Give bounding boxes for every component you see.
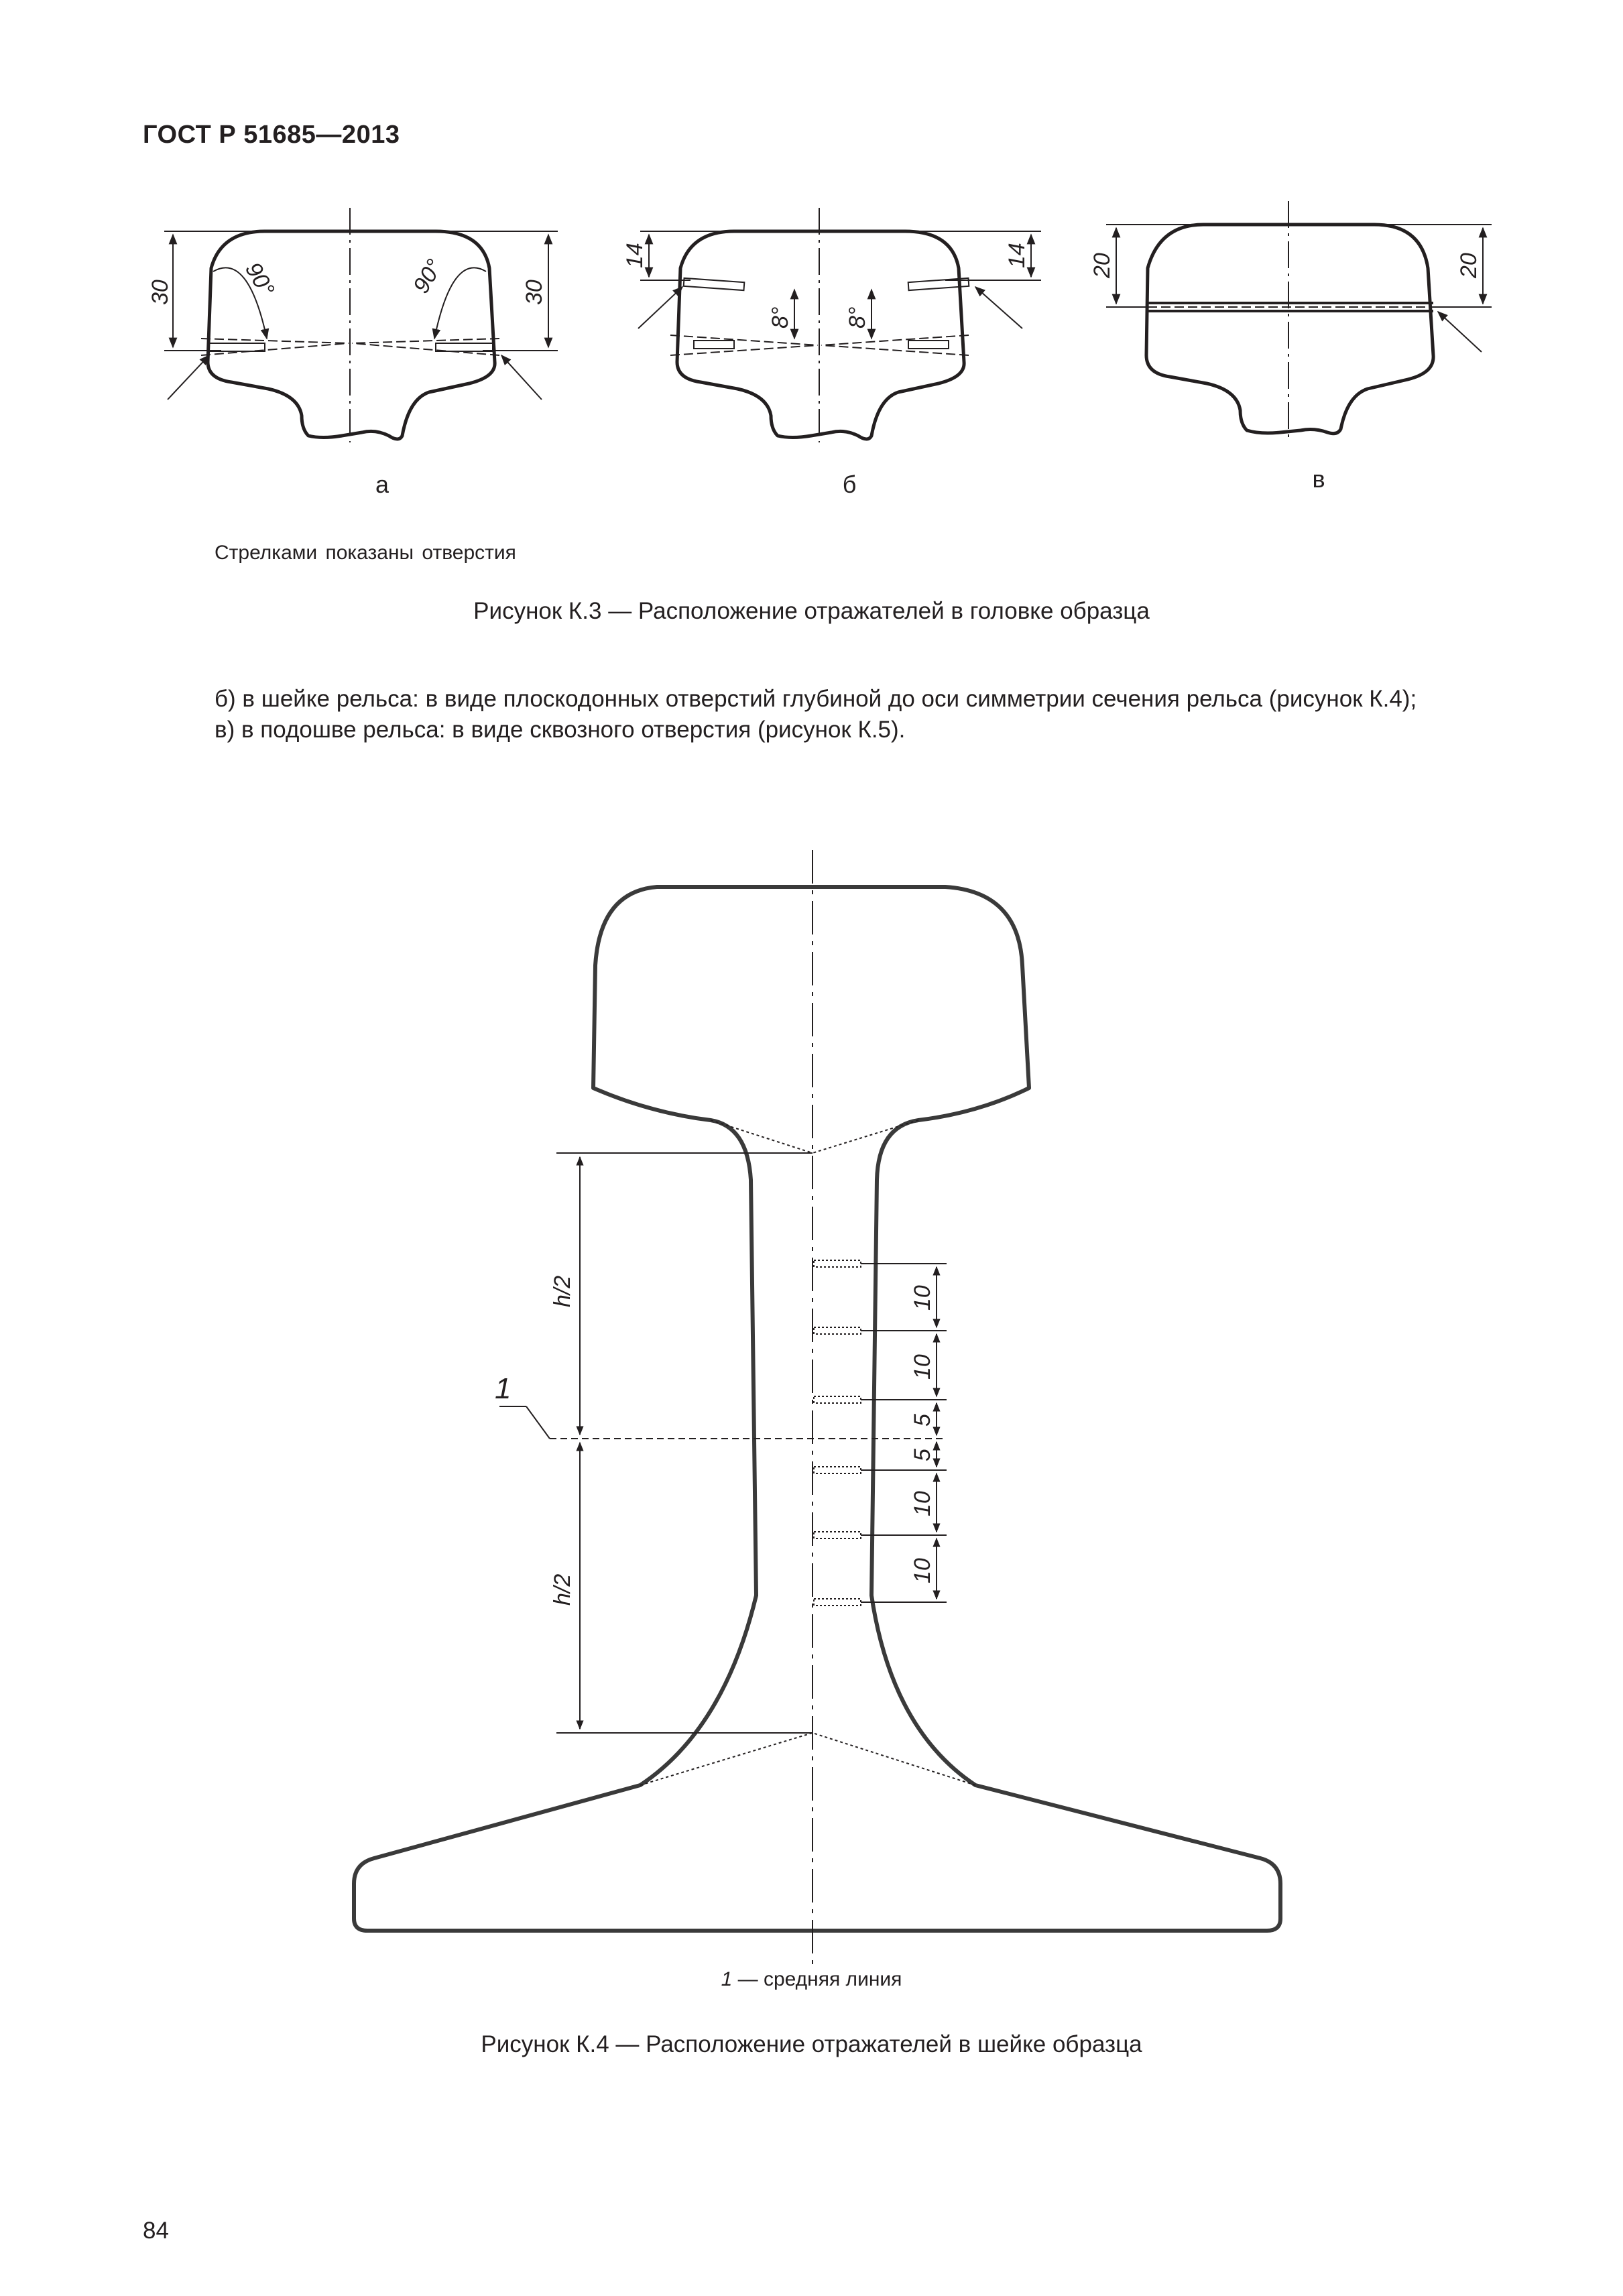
spacing-label-5: 10 bbox=[910, 1491, 935, 1516]
spacing-label-3: 5 bbox=[910, 1414, 935, 1427]
dim-b-left: 14 bbox=[622, 243, 648, 268]
spacing-label-6: 10 bbox=[910, 1558, 935, 1583]
dim-b-angle-left: 8° bbox=[768, 306, 793, 328]
paragraph-item-v: в) в подошве рельса: в виде сквозного отверстия (рисунок К.5). bbox=[215, 717, 906, 743]
dim-a-angle-left: 90° bbox=[240, 258, 280, 301]
subfigure-label-b: б bbox=[842, 471, 857, 498]
paragraph-item-b: б) в шейке рельса: в виде плоскодонных отверстий глубиной до оси симметрии сечения рельса (рисунок К.4); bbox=[215, 686, 1417, 712]
spacing-label-2: 10 bbox=[910, 1354, 935, 1380]
rail-head-outline-v bbox=[1146, 225, 1433, 434]
rail-profile-outline bbox=[354, 887, 1280, 1931]
dim-b-right: 14 bbox=[1004, 243, 1030, 268]
page-number: 84 bbox=[143, 2218, 169, 2244]
spacing-label-1: 10 bbox=[910, 1285, 935, 1311]
figure-k4-legend bbox=[0, 1968, 1623, 1991]
body-text bbox=[143, 684, 1487, 745]
subfigure-label-a: а bbox=[375, 471, 389, 498]
dim-b-angle-right: 8° bbox=[845, 306, 870, 328]
rail-head-outline-a bbox=[208, 231, 495, 439]
legend-text: — средняя линия bbox=[732, 1968, 902, 1990]
legend-number: 1 bbox=[721, 1968, 733, 1990]
subfigure-label-v: в bbox=[1312, 465, 1325, 493]
dim-a-right: 30 bbox=[522, 280, 547, 305]
figure-k3-caption: Рисунок К.3 — Расположение отражателей в головке образца bbox=[473, 598, 1150, 624]
figure-k3-note: Стрелками показаны отверстия bbox=[215, 542, 516, 564]
figure-k3-drawing bbox=[0, 0, 1623, 509]
document-header: ГОСТ Р 51685—2013 bbox=[143, 121, 400, 149]
rail-head-outline-b bbox=[677, 231, 964, 439]
half-height-label-top: h/2 bbox=[550, 1275, 575, 1307]
dim-a-angle-right: 90° bbox=[408, 255, 448, 298]
half-height-label-bottom: h/2 bbox=[550, 1573, 575, 1606]
dim-v-left: 20 bbox=[1089, 253, 1115, 278]
spacing-label-4: 5 bbox=[910, 1449, 935, 1461]
figure-k4-caption: Рисунок К.4 — Расположение отражателей в шейке образца bbox=[481, 2031, 1142, 2057]
dim-v-right: 20 bbox=[1456, 253, 1482, 278]
callout-1: 1 bbox=[495, 1372, 512, 1405]
dim-a-left: 30 bbox=[147, 280, 173, 305]
